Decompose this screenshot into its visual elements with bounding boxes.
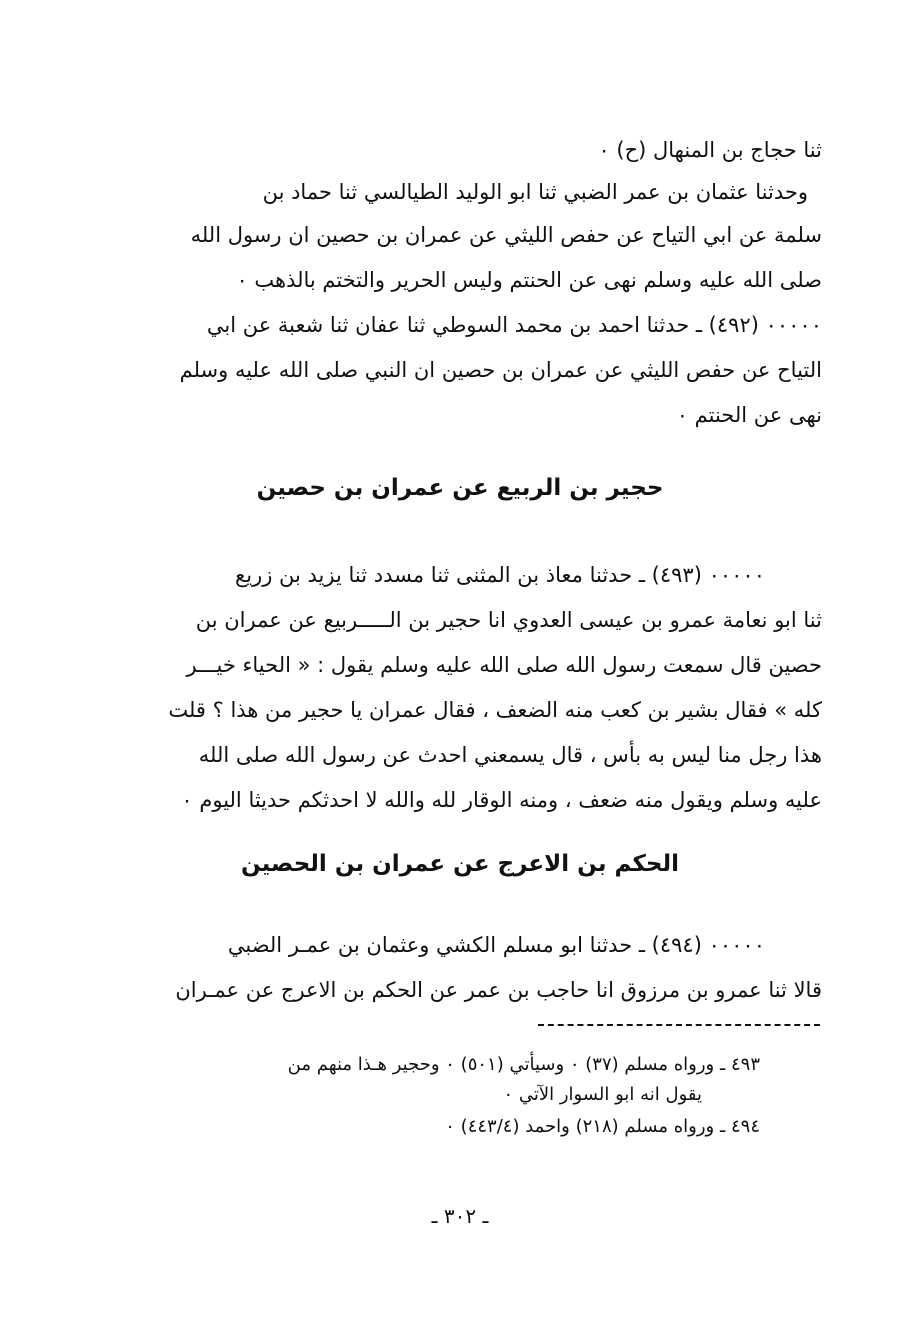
text-line: حصين قال سمعت رسول الله صلى الله عليه وسلم يقول : « الحياء خيـــر bbox=[186, 653, 822, 677]
footnote-line: ٤٩٤ ـ ورواه مسلم (٢١٨) واحمد (٤٤٣/٤) ٠ bbox=[445, 1116, 760, 1137]
text-line: ٠٠٠٠٠ (٤٩٢) ـ حدثنا احمد بن محمد السوطي ثنا عفان ثنا شعبة عن ابي bbox=[206, 313, 822, 337]
text-line: قالا ثنا عمرو بن مرزوق انا حاجب بن عمر عن الحكم بن الاعرج عن عمـران bbox=[175, 978, 822, 1002]
page-number: ـ ٣٠٢ ـ bbox=[431, 1204, 489, 1228]
text-line: سلمة عن ابي التياح عن حفص الليثي عن عمران بن حصين ان رسول الله bbox=[190, 223, 822, 247]
section-heading: الحكم بن الاعرج عن عمران بن الحصين bbox=[240, 851, 680, 877]
text-line: التياح عن حفص الليثي عن عمران بن حصين ان النبي صلى الله عليه وسلم bbox=[179, 358, 822, 382]
text-line: نهى عن الحنتم ٠ bbox=[676, 403, 822, 427]
text-line: ٠٠٠٠٠ (٤٩٤) ـ حدثنا ابو مسلم الكشي وعثمان بن عمـر الضبي bbox=[227, 933, 765, 957]
text-line: كله » فقال بشير بن كعب منه الضعف ، فقال عمران يا حجير من هذا ؟ قلت bbox=[168, 698, 822, 722]
text-line: ثنا حجاج بن المنهال (ح) ٠ bbox=[598, 138, 822, 162]
text-line: وحدثنا عثمان بن عمر الضبي ثنا ابو الوليد الطيالسي ثنا حماد بن bbox=[262, 180, 808, 204]
text-line: هذا رجل منا ليس به بأس ، قال يسمعني احدث عن رسول الله صلى الله bbox=[198, 743, 822, 767]
text-line: ٠٠٠٠٠ (٤٩٣) ـ حدثنا معاذ بن المثنى ثنا مسدد ثنا يزيد بن زريع bbox=[235, 563, 765, 587]
footnote-line: يقول انه ابو السوار الآتي ٠ bbox=[503, 1084, 702, 1105]
section-heading: حجير بن الربيع عن عمران بن حصين bbox=[256, 475, 664, 501]
text-line: عليه وسلم ويقول منه ضعف ، ومنه الوقار لله والله لا احدثكم حديثا اليوم ٠ bbox=[181, 788, 822, 812]
text-line: ثنا ابو نعامة عمرو بن عيسى العدوي انا حجير بن الـــــربيع عن عمران بن bbox=[195, 608, 822, 632]
footnote-separator bbox=[538, 1024, 820, 1026]
text-line: صلى الله عليه وسلم نهى عن الحنتم وليس الحرير والتختم بالذهب ٠ bbox=[236, 268, 822, 292]
footnote-line: ٤٩٣ ـ ورواه مسلم (٣٧) ٠ وسيأتي (٥٠١) ٠ وحجير هـذا منهم من bbox=[287, 1054, 760, 1075]
